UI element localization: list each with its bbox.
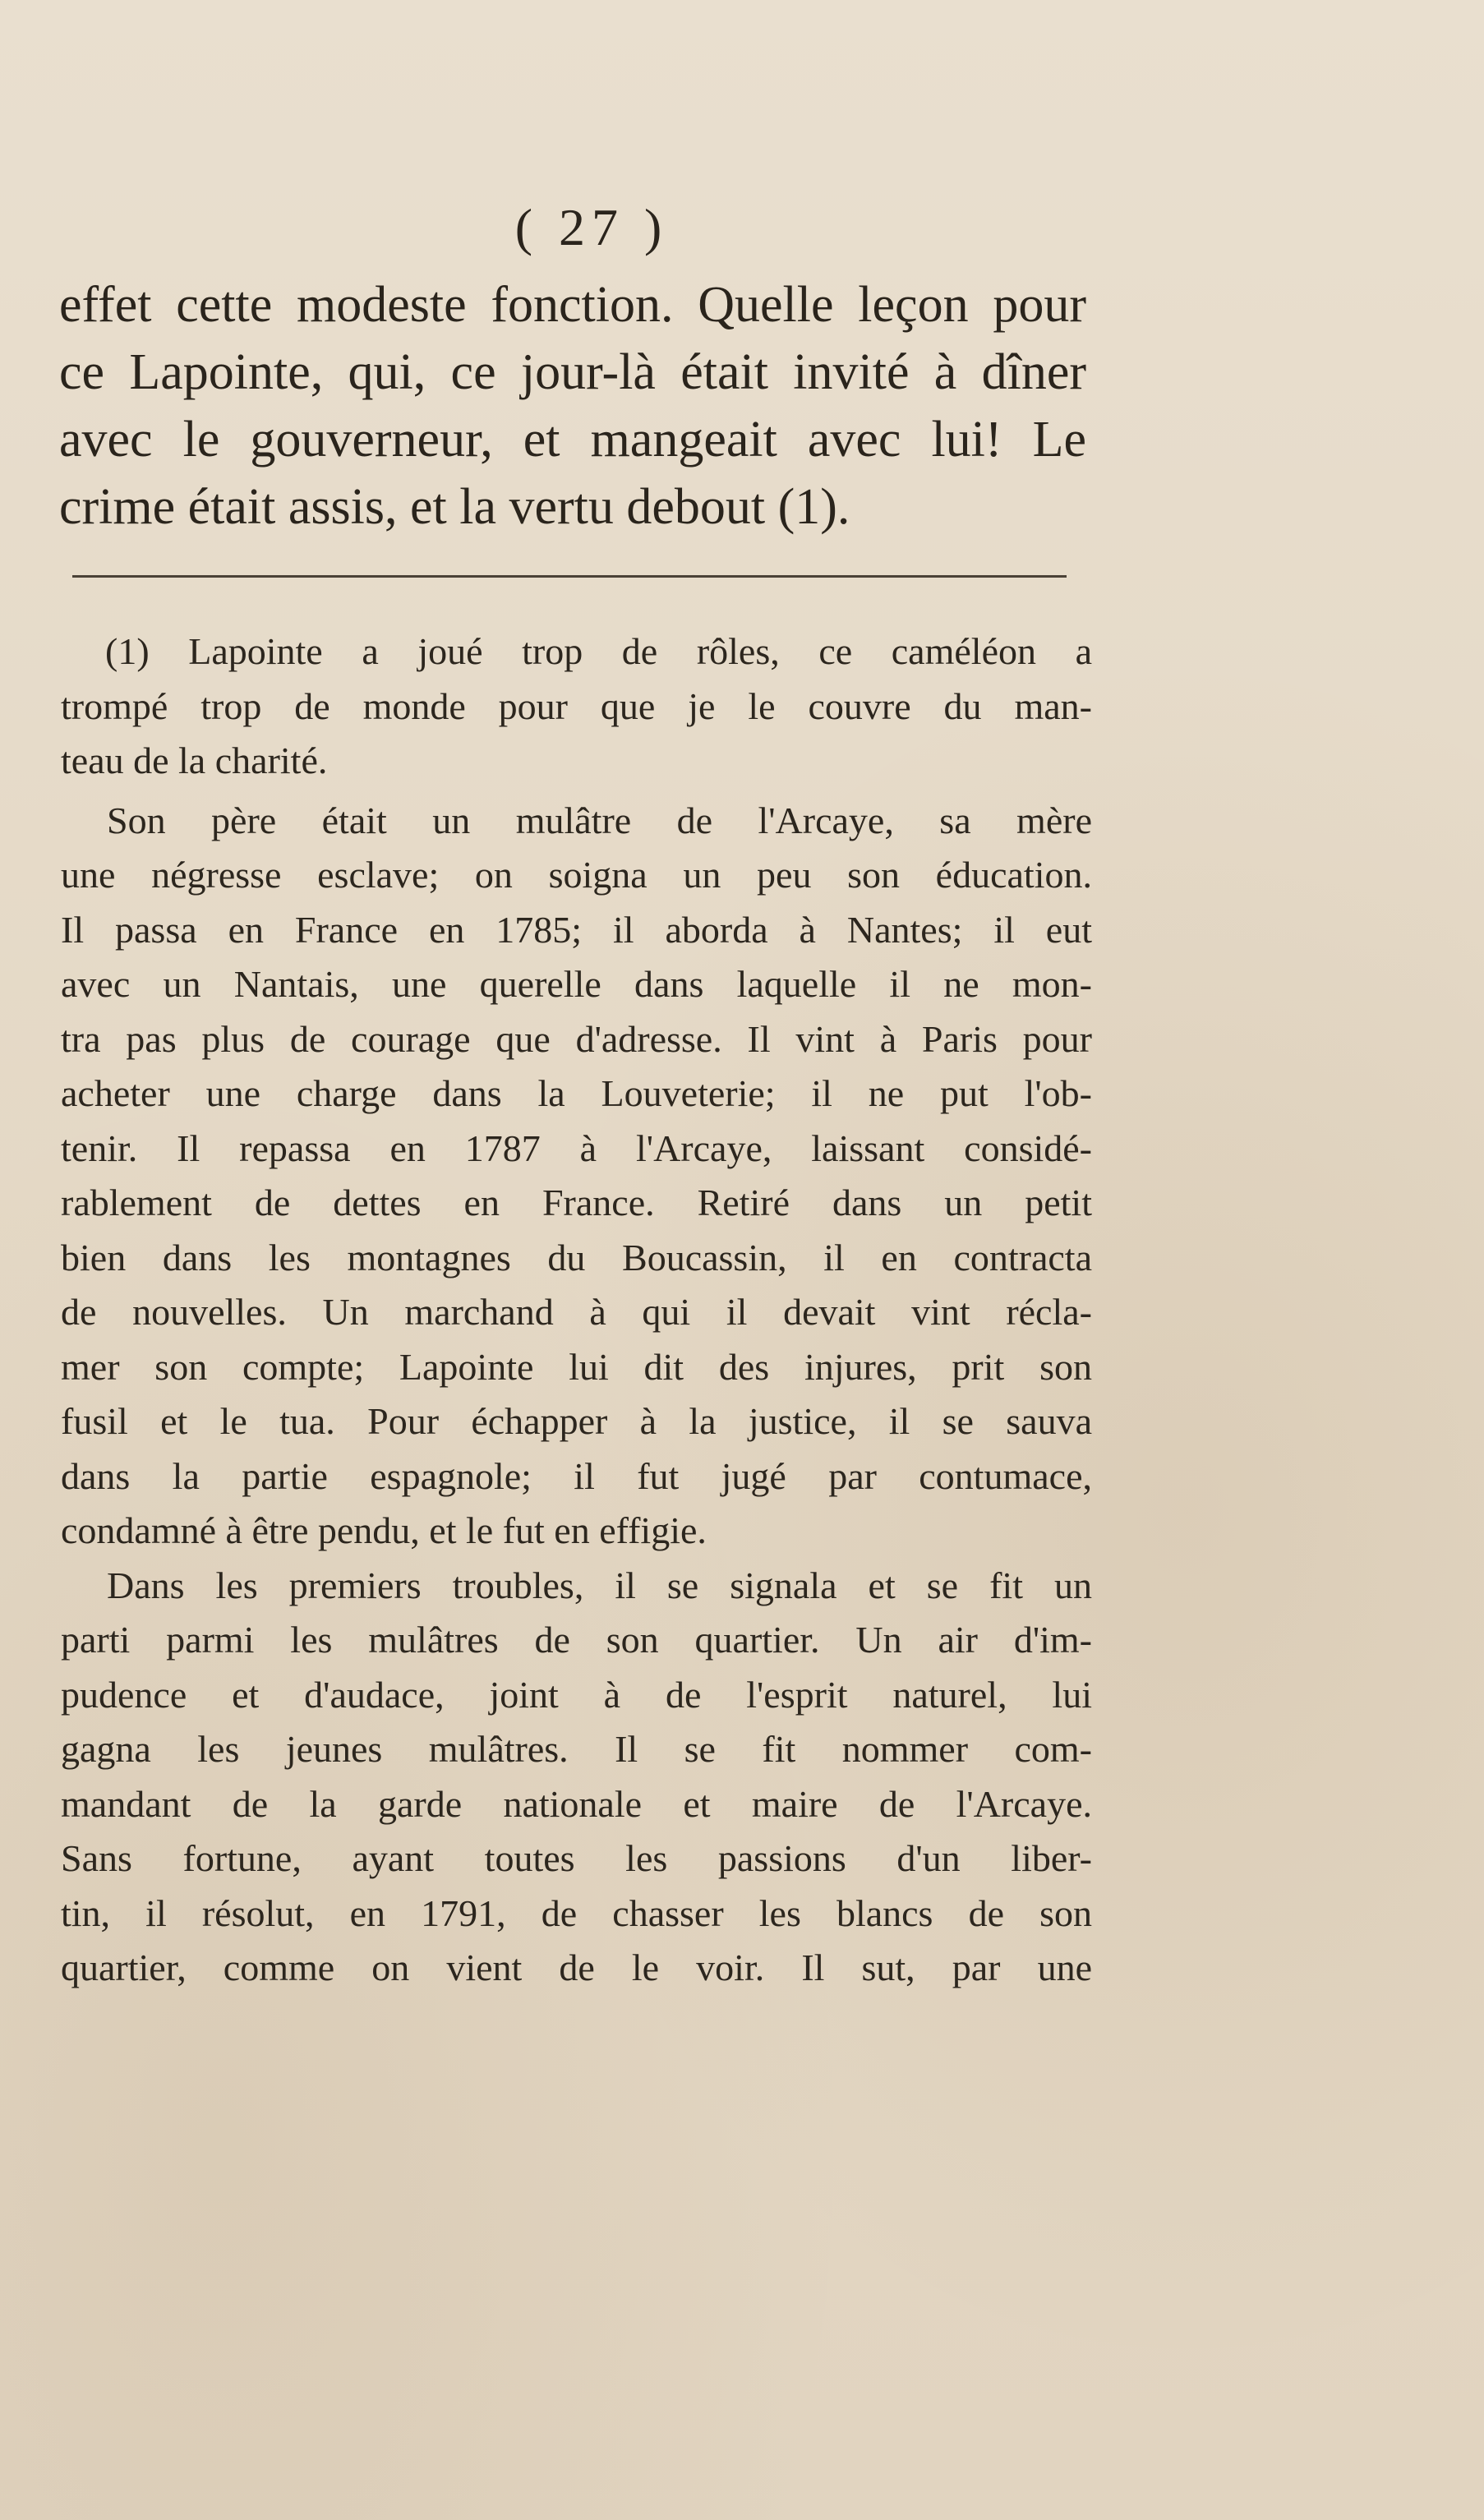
footnote-line: Son père était un mulâtre de l'Arcaye, sa mère	[107, 799, 1092, 841]
footnote-line: tin, il résolut, en 1791, de chasser les blancs de son	[61, 1891, 1092, 1934]
footnote-line: avec un Nantais, une querelle dans laquelle il ne mon-	[61, 963, 1092, 1005]
footnote-line: (1) Lapointe a joué trop de rôles, ce caméléon a	[105, 630, 1092, 672]
footnote-line: tenir. Il repassa en 1787 à l'Arcaye, laissant considé-	[61, 1126, 1092, 1169]
main-text-line: ce Lapointe, qui, ce jour-là était invité à dîner	[59, 344, 1086, 400]
footnote-line: une négresse esclave; on soigna un peu son éducation.	[61, 854, 1092, 896]
footnote-line: rablement de dettes en France. Retiré dans un petit	[61, 1182, 1092, 1223]
footnote-line: condamné à être pendu, et le fut en effigie.	[61, 1509, 707, 1551]
footnote-line: Il passa en France en 1785; il aborda à Nantes; il eut	[61, 908, 1092, 951]
footnote-line: Sans fortune, ayant toutes les passions d'un liber-	[61, 1837, 1092, 1879]
main-text-line: effet cette modeste fonction. Quelle leçon pour	[59, 277, 1086, 333]
footnote-separator	[72, 575, 1067, 578]
footnote-line: gagna les jeunes mulâtres. Il se fit nommer com-	[61, 1728, 1092, 1770]
footnote-line: de nouvelles. Un marchand à qui il devait vint récla-	[61, 1291, 1092, 1333]
main-text-line: crime était assis, et la vertu debout (1).	[59, 479, 850, 535]
footnote-line: tra pas plus de courage que d'adresse. Il vint à Paris pour	[61, 1017, 1092, 1060]
main-text-line: avec le gouverneur, et mangeait avec lui! Le	[59, 412, 1086, 468]
footnote-line: mandant de la garde nationale et maire de l'Arcaye.	[61, 1782, 1092, 1825]
footnote-line: teau de la charité.	[61, 739, 328, 781]
footnote-line: pudence et d'audace, joint à de l'esprit naturel, lui	[61, 1673, 1092, 1716]
footnote-line: fusil et le tua. Pour échapper à la justice, il se sauva	[61, 1400, 1092, 1442]
footnote	[61, 624, 1092, 1996]
footnote-line: quartier, comme on vient de le voir. Il sut, par une	[61, 1946, 1092, 1988]
footnote-line: Dans les premiers troubles, il se signala et se fit un	[107, 1564, 1092, 1606]
footnote-line: trompé trop de monde pour que je le couvre du man-	[61, 684, 1092, 727]
page-number: ( 27 )	[514, 198, 669, 256]
footnote-line: parti parmi les mulâtres de son quartier. Un air d'im-	[61, 1619, 1092, 1661]
footnote-line: dans la partie espagnole; il fut jugé par contumace,	[61, 1454, 1092, 1497]
footnote-line: bien dans les montagnes du Boucassin, il en contracta	[61, 1236, 1092, 1278]
footnote-line: mer son compte; Lapointe lui dit des injures, prit son	[61, 1345, 1092, 1388]
main-text	[59, 271, 1086, 541]
footnote-line: acheter une charge dans la Louveterie; il ne put l'ob-	[61, 1072, 1092, 1114]
